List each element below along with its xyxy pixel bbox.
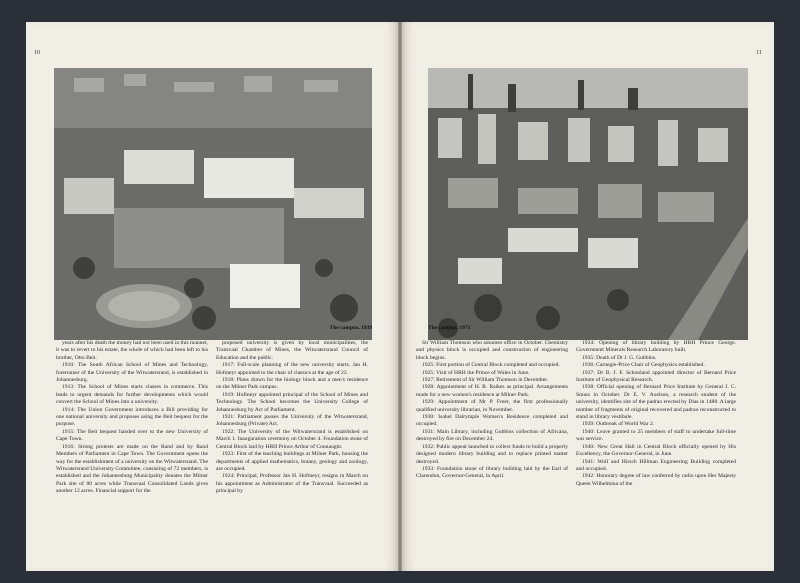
paragraph: 1925: First portion of Central Block completed and occupied. bbox=[422, 362, 560, 369]
paragraph: 1937: Dr B. J. F. Schonland appointed director of Bernard Price Institute of Geophysical Research. bbox=[576, 369, 736, 384]
paragraph: 1939: Outbreak of World War 2. bbox=[582, 421, 655, 428]
paragraph: 1929: Appointment of Mr P. Freer, the first professionally qualified university librarian, in November. bbox=[416, 399, 568, 413]
paragraph: 1917: Full-scale planning of the new university starts. Jan H. Hofmeyr appointed to the chair of classics at the age of 22. bbox=[216, 362, 368, 376]
paragraph: 1941: Wolf and Hirsch Hillman Engineering Building completed and occupied. bbox=[576, 458, 736, 472]
left-column-2 bbox=[216, 340, 368, 496]
paragraph: 1921: Parliament passes the University of the Witwatersrand, Johannesburg (Private) Act. bbox=[216, 414, 368, 428]
paragraph: 1914: The Union Government introduces a Bill providing for one national university and proposes using the Beit bequest for the purpose. bbox=[56, 406, 208, 428]
campus-1971-photo bbox=[428, 68, 748, 340]
paragraph: 1922: The University of the Witwatersrand is established on March 1. Inauguration ceremony on October 4. Foundation stone of Central Block laid by HRH Prince Arthur of Connaught. bbox=[216, 428, 368, 450]
paragraph: 1940: Leave granted to 25 members of staff to undertake full-time war service. bbox=[576, 428, 736, 443]
paragraph: 1913: The School of Mines starts classes in commerce. This leads to urgent demands for further developments which would convert the School of Mines into a university. bbox=[56, 384, 208, 406]
paragraph: 1919: Hofmeyr appointed principal of the School of Mines and Technology. The School becomes the University College of Johannesburg by Act of Parliament. bbox=[216, 391, 368, 413]
paragraph: Sir William Thomson who assumes office in October. Chemistry and physics block is occupied and construction of engineering block begins. bbox=[416, 340, 568, 361]
right-column-2 bbox=[576, 340, 736, 488]
paragraph: 1934: Opening of library building by HRH Prince George. Government Minerals Research Laboratory built. bbox=[576, 340, 736, 354]
paragraph: 1927: Retirement of Sir William Thomson in December. bbox=[422, 377, 549, 384]
paragraph: 1916: Strong protests are made on the Rand and by Rand Members of Parliament in Cape Town. The Government opens the way for the establishment of a university on the Witwatersrand. The Witwatersrand University Committee, consisting of 72 members, is established and the Johannesburg Municipality donates the Milner Park site of 80 acres while Transvaal Consolidated Lands gives another 12 acres. Financial support for the bbox=[56, 443, 208, 495]
paragraph: 1938: Official opening of Bernard Price Institute by General J. C. Smuts in October. Dr E. V. Axelson, a research student of the university, identifies site of the padrao erected by Dias in 1488. A large number of fragments of original recovered and padrao reconstructed to stand in library vestibule. bbox=[576, 384, 736, 421]
paragraph: 1915: The Beit bequest handed over to the new University of Cape Town. bbox=[56, 428, 208, 443]
paragraph: 1940: New Great Hall in Central Block officially opened by His Excellency, the Governor-General, in June. bbox=[576, 443, 736, 458]
right-column-1 bbox=[416, 340, 568, 481]
left-column-1 bbox=[56, 340, 208, 496]
paragraph: 1923: First of the teaching buildings at Milner Park, housing the departments of applied mathematics, botany, geology and zoology, are occupied. bbox=[216, 451, 368, 472]
paragraph: 1932: Public appeal launched to collect funds to build a properly designed modern library building and to replace printed matter destroyed. bbox=[416, 443, 568, 465]
right-page bbox=[402, 22, 774, 571]
left-page bbox=[26, 22, 398, 571]
paragraph: proposed university is given by local municipalities, the Transvaal Chamber of Mines, the Witwatersrand Council of Education and the public. bbox=[216, 340, 368, 361]
campus-1939-photo bbox=[54, 68, 372, 340]
paragraph: 1935: Death of Dr J. G. Gubbins. bbox=[582, 354, 657, 361]
photo-caption-1939: The campus, 1939 bbox=[329, 325, 372, 331]
page-number-right: 11 bbox=[756, 50, 762, 56]
paragraph: 1931: Main Library, including Gubbins collection of Africana, destroyed by fire on December 24. bbox=[416, 428, 568, 443]
page-number-left: 10 bbox=[34, 50, 40, 56]
paragraph: 1925: Visit of HRH the Prince of Wales in June. bbox=[422, 369, 530, 376]
paragraph: 1918: Plans drawn for the biology block and a men's residence on the Milner Park campus. bbox=[216, 377, 368, 391]
paragraph: years after his death the money had not been used in this manner, it was to revert to his estate, the whole of which had been left to his brother, Otto Beit. bbox=[56, 340, 208, 361]
paragraph: 1924: Principal, Professor Jan H. Hofmeyr, resigns in March on his appointment as Administrator of the Transvaal. Succeeded as principal by bbox=[216, 473, 368, 495]
paragraph: 1910: The South African School of Mines and Technology, forerunner of the University of the Witwatersrand, is established in Johannesburg. bbox=[56, 362, 208, 384]
photo-caption-1971: The campus, 1971 bbox=[428, 325, 471, 331]
paragraph: 1928: Appointment of H. R. Raikes as principal. Arrangements made for a new women's residence at Milner Park. bbox=[416, 384, 568, 398]
paragraph: 1930: Isabel Dalrymple Women's Residence completed and occupied. bbox=[416, 414, 568, 428]
paragraph: 1933: Foundation stone of library building laid by the Earl of Clarendon, Governor-General, in April. bbox=[416, 465, 568, 480]
paragraph: 1942: Honorary degree of law conferred by radio upon Her Majesty Queen Wilhelmina of the bbox=[576, 473, 736, 487]
paragraph: 1936: Carnegie-Price Chair of Geophysics established. bbox=[582, 362, 705, 369]
